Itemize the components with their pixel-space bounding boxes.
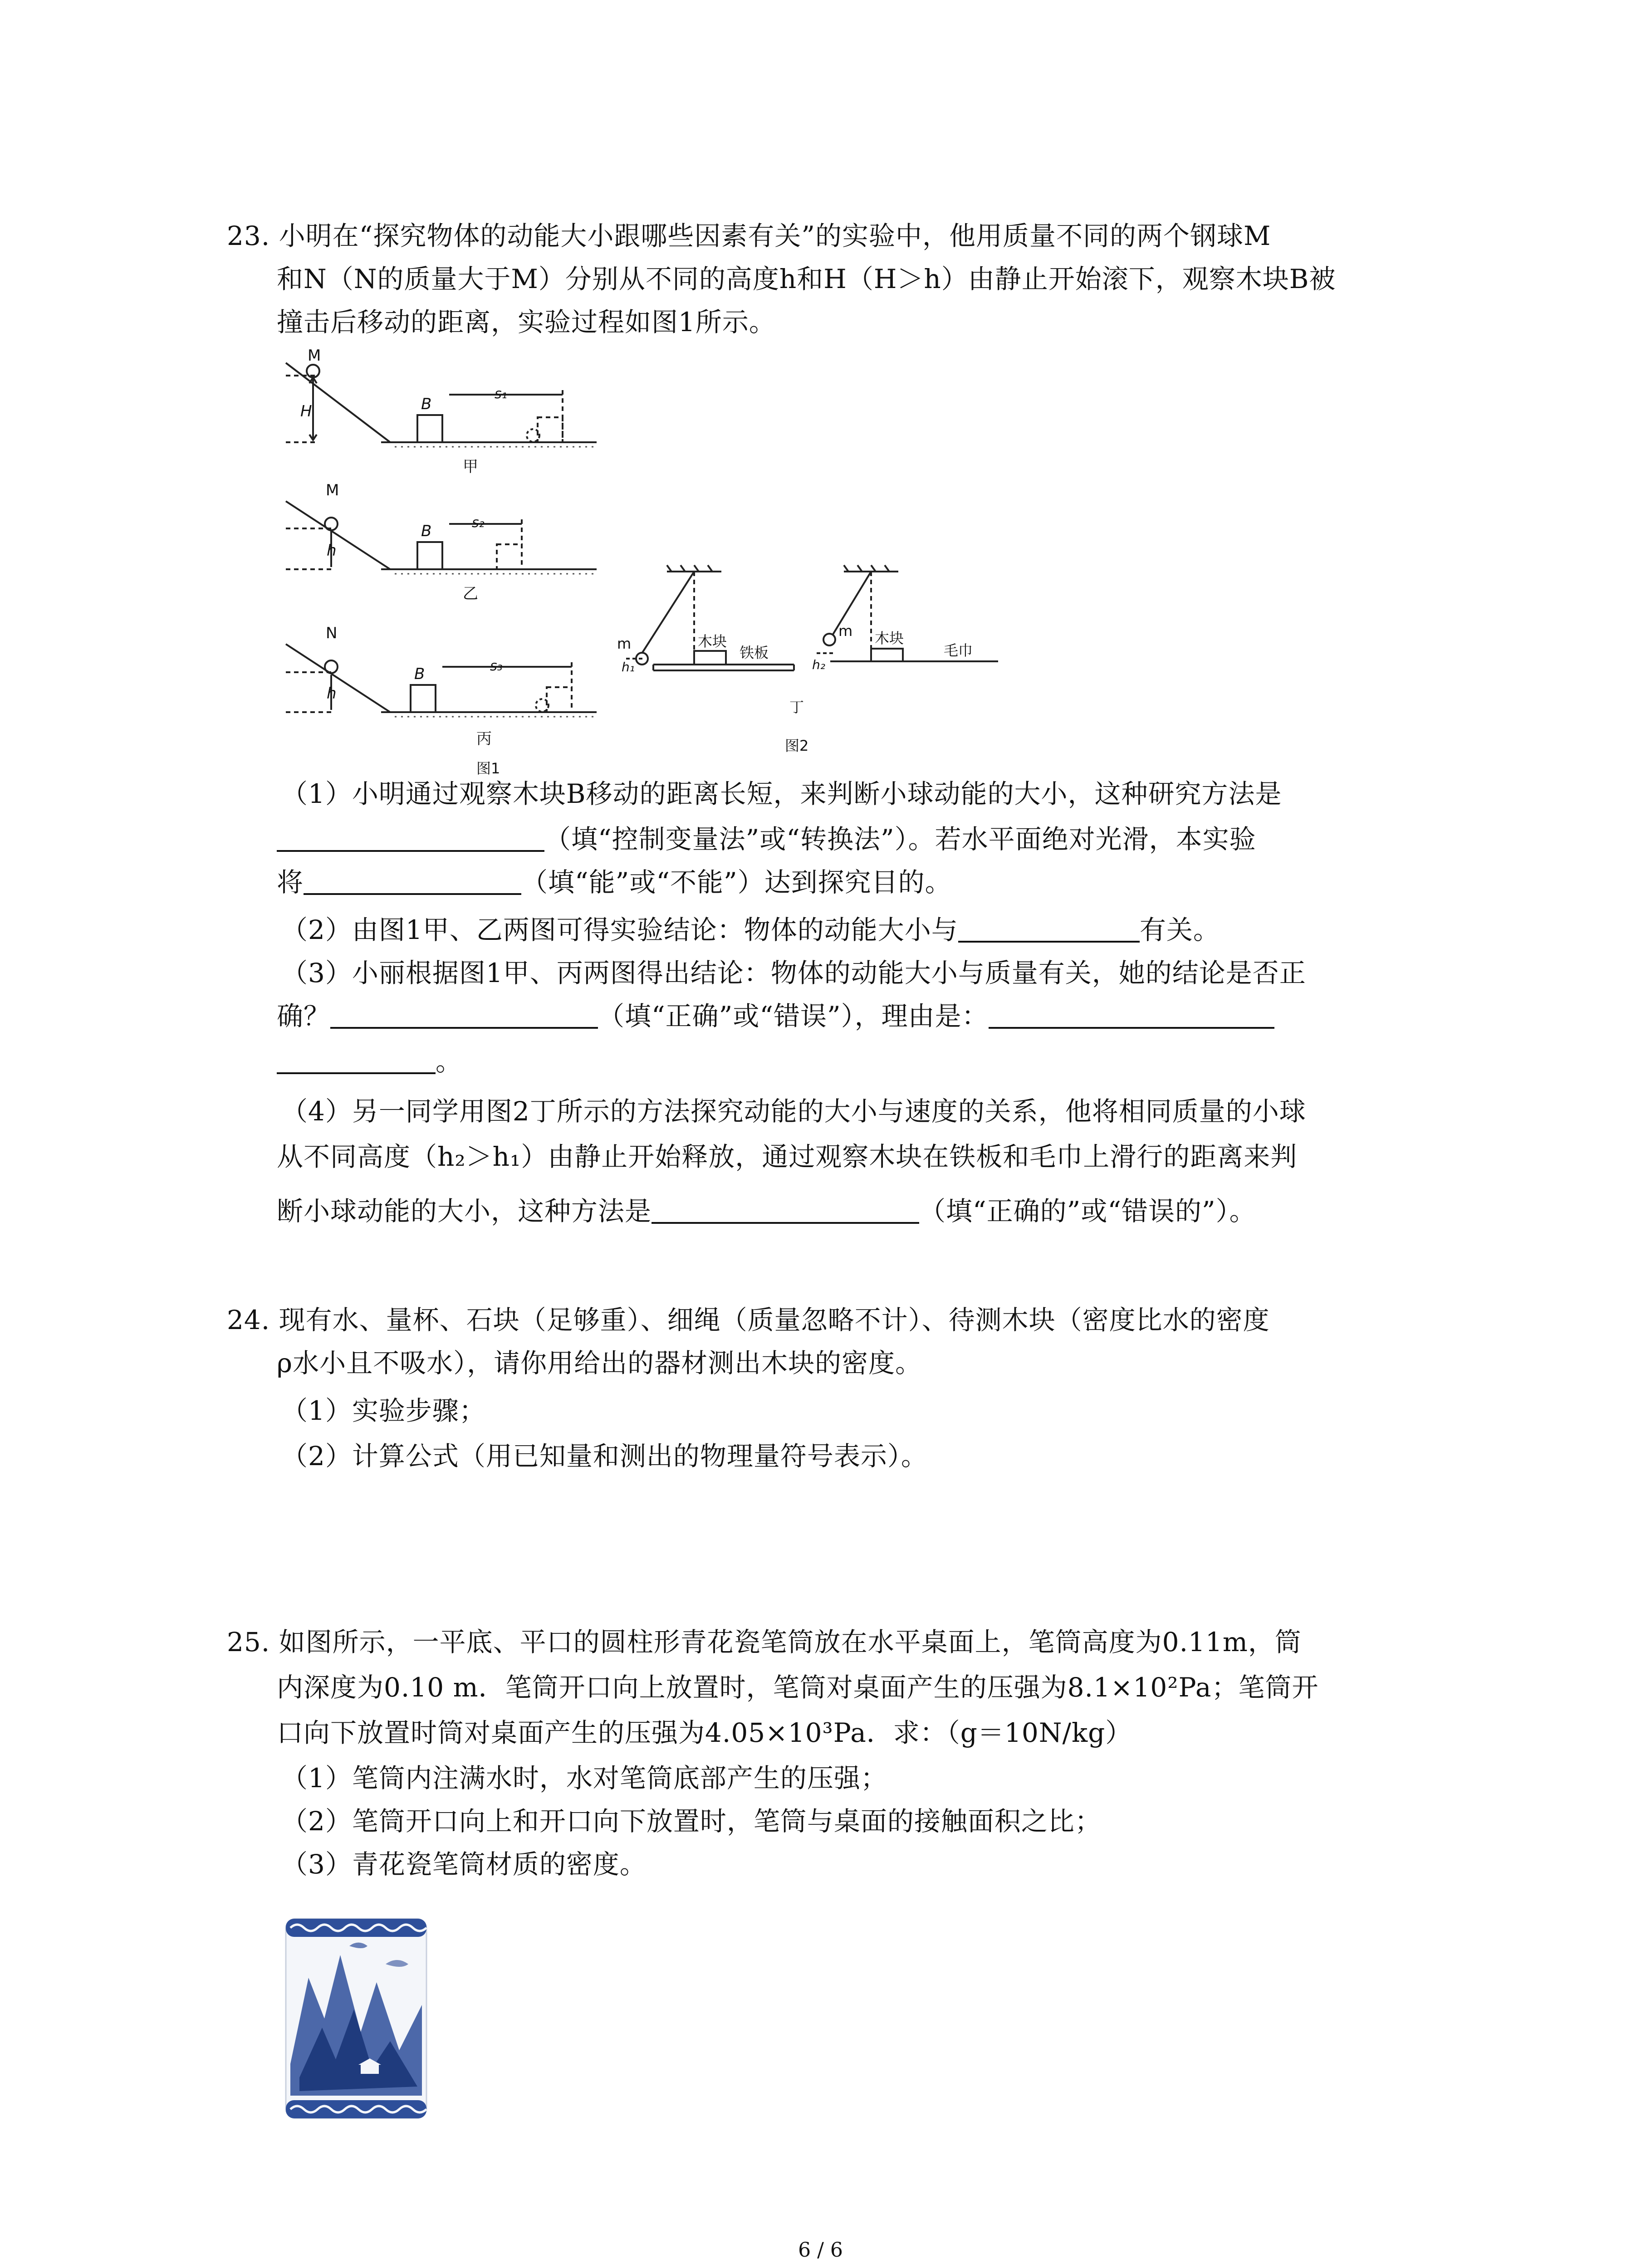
q23-blank-method-2[interactable] (652, 1197, 919, 1224)
label-M-yi: M (326, 481, 339, 499)
label-B-bing: B (414, 665, 425, 683)
q24-step-1: （1）实验步骤； (281, 1395, 486, 1426)
q23-blank-reason-cont[interactable] (277, 1047, 436, 1074)
q23-blank-method[interactable] (277, 825, 544, 852)
figure-2-caption: 图2 (785, 737, 809, 754)
q24-step-2: （2）计算公式（用已知量和测出的物理量符号表示）。 (281, 1441, 928, 1471)
q23-part3-line-c: 。 (277, 1043, 462, 1080)
q23-part4-line-b: 从不同高度（h₂＞h₁）由静止开始释放，通过观察木块在铁板和毛巾上滑行的距离来判 (277, 1141, 1298, 1172)
fig2-label-block-2: 木块 (875, 630, 904, 647)
q23-part2: （2）由图1甲、乙两图可得实验结论：物体的动能大小与 有关。 (281, 914, 1220, 945)
q25-line-1: 25. 如图所示，一平底、平口的圆柱形青花瓷笔筒放在水平桌面上，笔筒高度为0.11m，筒 (227, 1627, 1302, 1657)
label-yi: 乙 (463, 585, 478, 603)
label-h-bing: h (327, 684, 337, 703)
label-ding: 丁 (789, 699, 804, 716)
label-H: H (300, 402, 312, 420)
q23-part4-line-c: 断小球动能的大小，这种方法是 （填“正确的”或“错误的”）。 (277, 1196, 1256, 1227)
q23-part3-line-a: （3）小丽根据图1甲、丙两图得出结论：物体的动能大小与质量有关，她的结论是否正 (281, 958, 1306, 988)
label-s2: s₂ (472, 515, 485, 531)
q25-line-2: 内深度为0.10 m．笔筒开口向上放置时，笔筒对桌面产生的压强为8.1×10²Pa；笔筒开 (277, 1672, 1319, 1703)
q25-line-3: 口向下放置时筒对桌面产生的压强为4.05×10³Pa．求：（g＝10N/kg） (277, 1717, 1132, 1748)
q23-line-2: 和N（N的质量大于M）分别从不同的高度h和H（H＞h）由静止开始滚下，观察木块B被 (277, 264, 1336, 294)
fig2-label-towel: 毛巾 (944, 642, 973, 659)
label-B-yi: B (421, 522, 432, 540)
q24-line-2: ρ水小且不吸水），请你用给出的器材测出木块的密度。 (277, 1348, 922, 1378)
q23-part4-line-a: （4）另一同学用图2丁所示的方法探究动能的大小与速度的关系，他将相同质量的小球 (281, 1096, 1306, 1127)
fig2-label-h2: h₂ (812, 657, 825, 672)
label-M-jia: M (308, 349, 321, 365)
q23-blank-can[interactable] (304, 868, 521, 895)
page-number: 6 / 6 (798, 2239, 843, 2262)
fig2-label-iron: 铁板 (740, 644, 769, 661)
label-h-yi: h (327, 542, 337, 560)
fig2-label-h1: h₁ (622, 660, 635, 675)
label-N: N (326, 624, 338, 642)
q23-line-1: 23. 小明在“探究物体的动能大小跟哪些因素有关”的实验中，他用质量不同的两个钢球M (227, 220, 1271, 251)
label-bing: 丙 (476, 730, 492, 748)
q24-line-1: 24. 现有水、量杯、石块（足够重）、细绳（质量忽略不计）、待测木块（密度比水的密度 (227, 1305, 1270, 1335)
q23-blank-reason[interactable] (989, 1002, 1274, 1029)
q25-sub-2: （2）笔筒开口向上和开口向下放置时，笔筒与桌面的接触面积之比； (281, 1806, 1102, 1837)
label-jia: 甲 (463, 458, 478, 476)
figure-1-caption: 图1 (476, 760, 500, 777)
q25-sub-1: （1）笔筒内注满水时，水对笔筒底部产生的压强； (281, 1763, 887, 1794)
q23-line-3: 撞击后移动的距离，实验过程如图1所示。 (277, 307, 776, 337)
q23-part1-line-b: （填“控制变量法”或“转换法”）。若水平面绝对光滑，本实验 (277, 821, 1256, 857)
fig2-label-block-1: 木块 (698, 633, 727, 650)
fig2-label-m-2: m (838, 622, 853, 640)
q23-blank-factor[interactable] (958, 915, 1140, 943)
q23-part1-line-a: （1）小明通过观察木块B移动的距离长短，来判断小球动能的大小，这种研究方法是 (281, 778, 1282, 809)
q23-part3-line-b: 确？ （填“正确”或“错误”），理由是： (277, 998, 1274, 1034)
brush-pot-image (281, 1914, 431, 2123)
q25-sub-3: （3）青花瓷笔筒材质的密度。 (281, 1849, 647, 1880)
label-s3: s₃ (490, 658, 503, 674)
figure-2-diagram (617, 558, 1016, 780)
q23-part1-line-c: 将 （填“能”或“不能”）达到探究目的。 (277, 867, 952, 898)
fig2-label-m-1: m (617, 635, 632, 652)
label-s1: s₁ (495, 386, 507, 402)
q23-blank-correct[interactable] (330, 1002, 598, 1029)
label-B-jia: B (421, 395, 432, 413)
figure-1-diagram (277, 349, 622, 780)
